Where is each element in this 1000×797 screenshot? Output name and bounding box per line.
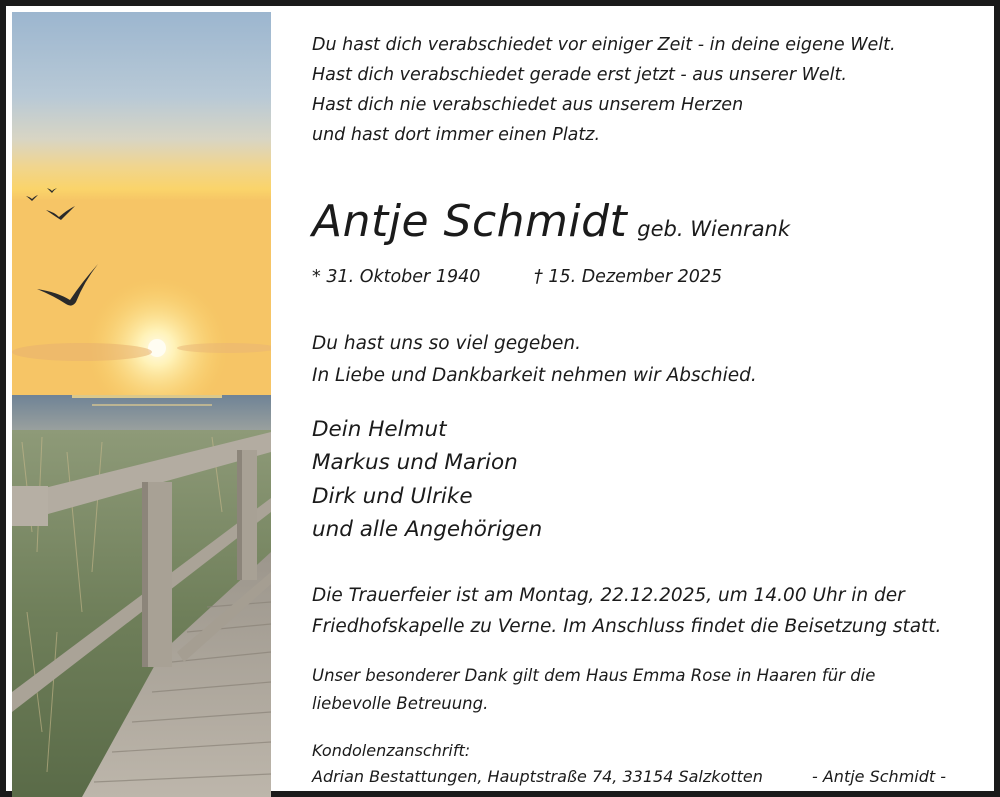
family-member-3: Dirk und Ulrike	[312, 484, 473, 509]
thanks-line-1: Unser besonderer Dank gilt dem Haus Emma Rose in Haaren für die	[312, 666, 876, 685]
poem-line-4: und hast dort immer einen Platz.	[312, 125, 601, 145]
poem-line-2: Hast dich verabschiedet gerade erst jetzt - aus unserer Welt.	[312, 65, 847, 85]
family-member-1: Dein Helmut	[312, 417, 447, 442]
family-member-2: Markus und Marion	[312, 450, 518, 475]
thanks-line-2: liebevolle Betreuung.	[312, 694, 489, 713]
maiden-name: geb. Wienrank	[637, 217, 791, 241]
birth-date: * 31. Oktober 1940	[312, 267, 481, 287]
beach-sunset-photo	[12, 12, 271, 797]
service-line-1: Die Trauerfeier ist am Montag, 22.12.2025, um 14.00 Uhr in der	[312, 585, 905, 606]
life-dates	[312, 267, 723, 287]
service-line-2: Friedhofskapelle zu Verne. Im Anschluss findet die Beisetzung statt.	[312, 616, 942, 637]
photo-illustration	[12, 12, 271, 797]
deceased-name: Antje Schmidt	[312, 196, 628, 247]
death-date: † 15. Dezember 2025	[534, 267, 723, 287]
poem-line-1: Du hast dich verabschiedet vor einiger Zeit - in deine eigene Welt.	[312, 35, 896, 55]
condolence-address: Adrian Bestattungen, Hauptstraße 74, 33154 Salzkotten	[312, 767, 763, 786]
poem-line-3: Hast dich nie verabschiedet aus unserem Herzen	[312, 95, 744, 115]
deceased-heading	[312, 196, 790, 247]
condolence-label: Kondolenzanschrift:	[312, 741, 471, 760]
farewell-line-1: Du hast uns so viel gegeben.	[312, 333, 581, 354]
farewell-line-2: In Liebe und Dankbarkeit nehmen wir Abschied.	[312, 365, 757, 386]
family-member-4: und alle Angehörigen	[312, 517, 543, 542]
condolence-reference: - Antje Schmidt -	[812, 767, 947, 786]
